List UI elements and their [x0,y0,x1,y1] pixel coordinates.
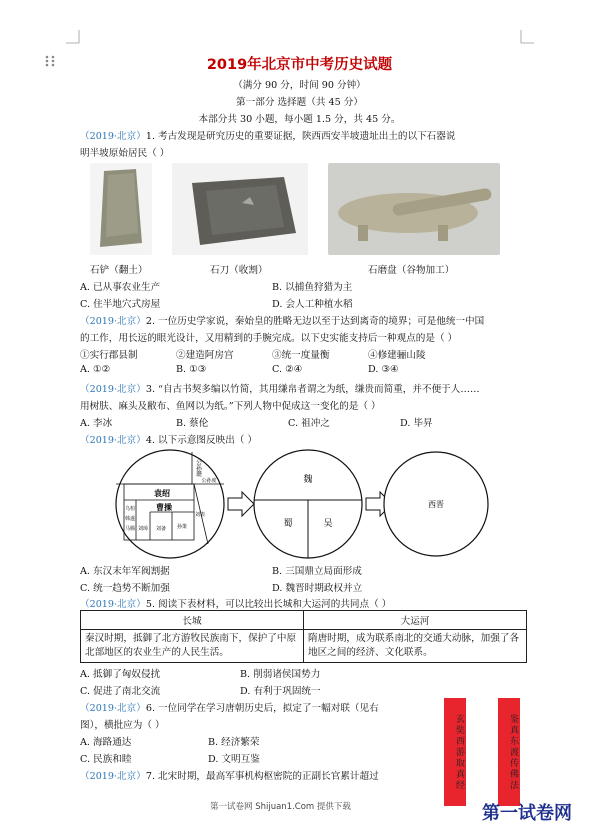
stone-knife-image [172,163,308,255]
q2-item-4: ④修建骊山陵 [368,350,426,361]
three-kingdoms-diagram [112,448,492,560]
q1-option-c: C. 住半地穴式房屋 [80,299,161,310]
q2-line-2: 的工作，用长远的眼光设计，又用精到的手腕完成。以下史实能支持后一种观点的是（ ） [80,333,458,344]
label-yuanshao: 袁绍 [154,488,170,498]
q2-item-3: ③统一度量衡 [272,350,330,361]
q3-option-a: A. 李冰 [80,418,113,429]
label-gongsundu: 公孙度 [201,478,217,484]
label-liuzhang: 刘璋 [137,526,149,532]
caption-quern: 石磨盘（谷物加工） [368,265,455,276]
q5-option-d: D. 有利于巩固统一 [240,686,321,697]
q6-option-a: A. 海路通达 [80,737,132,748]
q2-option-d: D. ③④ [368,364,399,375]
q2-option-a: A. ①② [80,364,111,375]
comparison-table [80,610,527,663]
table-header-great-wall: 长城 [81,611,304,630]
q3-line-2: 用树肤、麻头及敝布、鱼网以为纸。”下列人物中促成这一变化的是（ ） [80,401,381,412]
q6-option-d: D. 文明互鉴 [208,754,260,765]
source-tag: （2019·北京） [80,384,146,395]
label-wei: 魏 [303,475,313,485]
table-cell-grand-canal: 隋唐时期，成为联系南北的交通大动脉，加强了各地区之间的经济、文化联系。 [304,630,527,663]
stone-shovel-image [90,163,152,255]
q6-line-2: 图），横批应为（ ） [80,720,165,731]
q1-line-1: （2019·北京）1. 考古发现是研究历史的重要证据，陕西西安半坡遗址出土的以下石器说 [80,131,456,142]
q2-item-2: ②建造阿房宫 [176,350,234,361]
label-liubei: 刘备 [155,526,167,532]
q3-option-c: C. 祖冲之 [288,418,330,429]
label-caocao: 曹操 [156,502,172,512]
label-wuhuan: 乌桓 [124,506,136,512]
q2-option-c: C. ②④ [272,364,303,375]
q2-line-1: （2019·北京）2. 一位历史学家说，秦始皇的胜略无边以至于达到离奇的境界；可是他统一中国 [80,316,485,327]
q5-option-b: B. 削弱诸侯国势力 [240,669,321,680]
source-tag: （2019·北京） [80,599,146,610]
table-header-grand-canal: 大运河 [304,611,527,630]
score-line: （满分 90 分，时间 90 分钟） [233,80,366,91]
q6-line-1: （2019·北京）6. 一位同学在学习唐朝历史后，拟定了一幅对联（见右 [80,703,379,714]
q1-option-d: D. 会人工种植水稻 [272,299,353,310]
q4-option-b: B. 三国鼎立局面形成 [272,566,362,577]
q3-option-d: D. 毕昇 [400,418,433,429]
q4-option-a: A. 东汉末年军阀割据 [80,566,170,577]
page-title: 2019年北京市中考历史试题 [206,57,393,73]
source-tag: （2019·北京） [80,435,146,446]
source-tag: （2019·北京） [80,771,146,782]
couplet-right: 鉴真东渡传佛法 [498,698,520,806]
crop-mark-top-left [66,30,80,44]
label-hansui: 韩遂 [124,516,136,522]
q2-item-1: ①实行郡县制 [80,350,138,361]
arrow-icon [228,492,254,516]
source-tag: （2019·北京） [80,131,146,142]
q4-line-1: （2019·北京）4. 以下示意图反映出（ ） [80,435,258,446]
q1-line-2: 明半坡原始居民（ ） [80,148,170,159]
q3-option-b: B. 蔡伦 [176,418,209,429]
label-wu: 吴 [323,519,333,529]
q5-option-c: C. 促进了南北交流 [80,686,161,697]
source-tag: （2019·北京） [80,703,146,714]
q5-option-a: A. 抵御了匈奴侵扰 [80,669,161,680]
q7-line-1: （2019·北京）7. 北宋时期，最高军事机构枢密院的正副长官累计超过 [80,771,379,782]
crop-mark-top-right [520,30,534,44]
brand-logo: 第一试卷网 [482,803,572,824]
label-western-jin: 西晋 [428,500,444,509]
rule-line: 本部分共 30 小题，每小题 1.5 分，共 45 分。 [198,114,401,125]
footer-text: 第一试卷网 Shijuan1.Com 提供下载 [210,802,351,812]
q6-option-b: B. 经济繁荣 [208,737,260,748]
caption-shovel: 石铲（翻土） [90,265,148,276]
caption-knife: 石刀（收割） [210,265,268,276]
q2-option-b: B. ①③ [176,364,207,375]
q1-option-a: A. 已从事农业生产 [80,282,161,293]
q6-option-c: C. 民族和睦 [80,754,132,765]
label-sunce: 孙策 [176,524,188,530]
q4-option-c: C. 统一趋势不断加强 [80,583,170,594]
source-tag: （2019·北京） [80,316,146,327]
q4-option-d: D. 魏晋时期政权并立 [272,583,363,594]
quern-image [328,163,500,255]
q1-option-b: B. 以捕鱼狩猎为主 [272,282,353,293]
table-cell-great-wall: 秦汉时期，抵御了北方游牧民族南下，保护了中原北部地区的农业生产的人民生活。 [81,630,304,663]
couplet-left: 玄奘西游取真经 [444,698,466,806]
q5-line-1: （2019·北京）5. 阅读下表材料，可以比较出长城和大运河的共同点（ ） [80,599,392,610]
label-shu: 蜀 [283,519,293,529]
label-mateng: 马腾 [124,526,136,532]
part-line: 第一部分 选择题（共 45 分） [236,97,363,108]
q3-line-1: （2019·北京）3. “自古书契多编以竹简，其用缣帛者谓之为纸，缣贵而简重，并不便于人…… [80,384,480,395]
label-gongsunzan: 公孙瓒 [194,459,202,477]
label-liubiao: 刘表 [194,512,206,518]
